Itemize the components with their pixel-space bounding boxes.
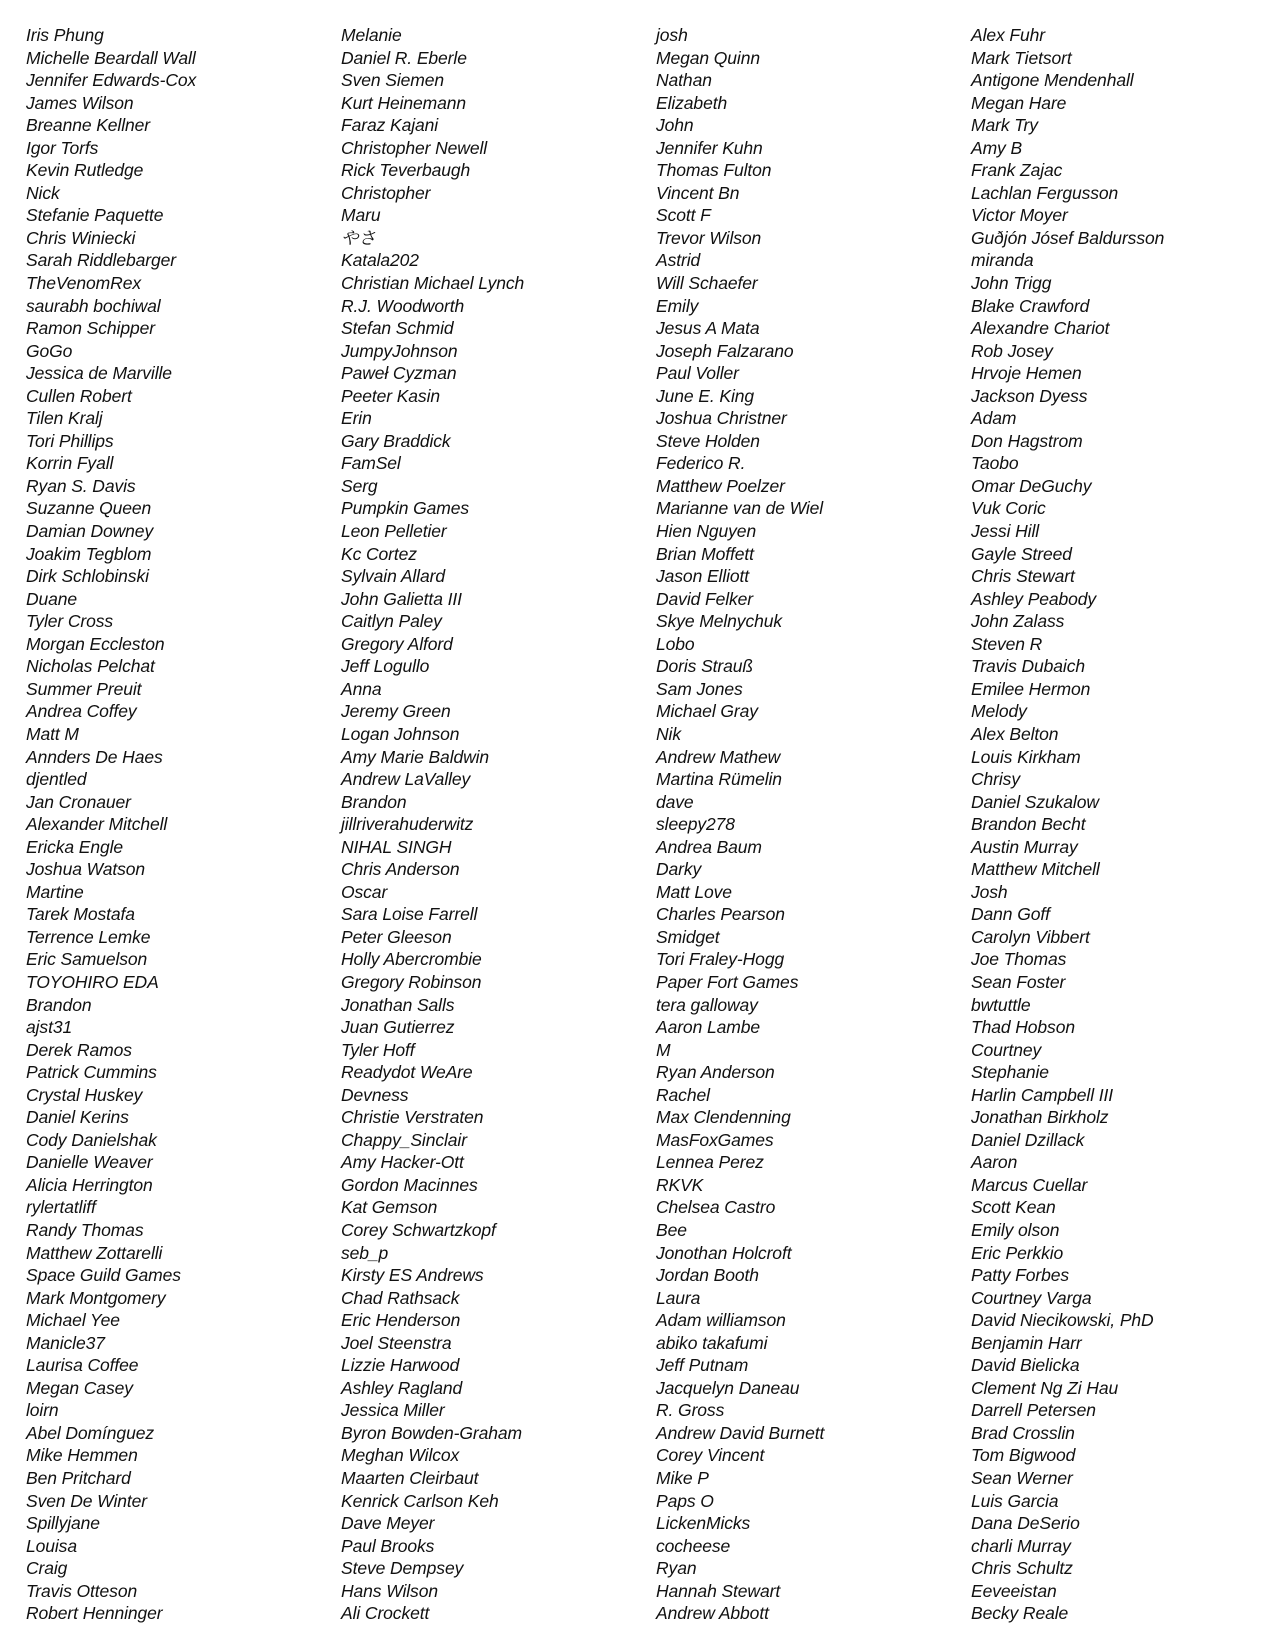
supporter-name: Thomas Fulton bbox=[656, 160, 772, 181]
supporter-name: Annders De Haes bbox=[26, 746, 163, 767]
supporter-name: Dana DeSerio bbox=[971, 1513, 1080, 1534]
supporter-name: Bee bbox=[656, 1219, 687, 1240]
supporter-name: Eric Henderson bbox=[341, 1310, 461, 1331]
supporter-name: Emilee Hermon bbox=[971, 678, 1091, 699]
supporter-name: JumpyJohnson bbox=[341, 340, 458, 361]
supporter-name: Korrin Fyall bbox=[26, 453, 114, 474]
supporter-name: Ramon Schipper bbox=[26, 318, 155, 339]
supporter-name: bwtuttle bbox=[971, 994, 1031, 1015]
supporter-name: Paps O bbox=[656, 1490, 714, 1511]
supporter-name: Joakim Tegblom bbox=[26, 543, 152, 564]
supporter-name: Damian Downey bbox=[26, 521, 154, 542]
supporter-name: loirn bbox=[26, 1400, 59, 1421]
supporter-name: Michelle Beardall Wall bbox=[26, 47, 196, 68]
supporter-name: Megan Quinn bbox=[656, 47, 760, 68]
supporter-name: Melanie bbox=[341, 25, 402, 45]
supporter-name: Christie Verstraten bbox=[341, 1107, 484, 1128]
supporter-name: Rick Teverbaugh bbox=[341, 160, 471, 181]
supporter-name: Jan Cronauer bbox=[26, 791, 131, 812]
supporter-name: Josh bbox=[971, 881, 1008, 902]
supporter-name: Scott Kean bbox=[971, 1197, 1056, 1218]
supporter-name: Harlin Campbell III bbox=[971, 1084, 1114, 1105]
supporter-name: Kevin Rutledge bbox=[26, 160, 144, 181]
supporter-name: Benjamin Harr bbox=[971, 1332, 1082, 1353]
supporter-name: Federico R. bbox=[656, 453, 746, 474]
supporter-name: Tom Bigwood bbox=[971, 1445, 1076, 1466]
name-column-2 bbox=[341, 24, 641, 1625]
supporter-name: Spillyjane bbox=[26, 1513, 100, 1534]
supporter-name: Michael Gray bbox=[656, 701, 758, 722]
supporter-name: Lizzie Harwood bbox=[341, 1355, 460, 1376]
supporter-name: Tarek Mostafa bbox=[26, 904, 135, 925]
supporter-name: James Wilson bbox=[26, 92, 134, 113]
supporter-name: Emily olson bbox=[971, 1219, 1060, 1240]
supporter-name: Steven R bbox=[971, 633, 1043, 654]
supporter-name: Dirk Schlobinski bbox=[26, 566, 149, 587]
supporter-name: Chris Stewart bbox=[971, 566, 1075, 587]
supporter-name: NIHAL SINGH bbox=[341, 836, 452, 857]
supporter-name: Cody Danielshak bbox=[26, 1129, 157, 1150]
supporter-name: Vincent Bn bbox=[656, 182, 740, 203]
supporter-name: Laurisa Coffee bbox=[26, 1355, 139, 1376]
supporter-name: David Bielicka bbox=[971, 1355, 1080, 1376]
supporter-name: Omar DeGuchy bbox=[971, 475, 1092, 496]
supporter-name: Clement Ng Zi Hau bbox=[971, 1377, 1119, 1398]
supporter-name: Paper Fort Games bbox=[656, 971, 799, 992]
supporter-name: John Trigg bbox=[971, 273, 1052, 294]
supporter-name: やさ bbox=[341, 227, 376, 248]
supporter-name: Megan Hare bbox=[971, 92, 1067, 113]
supporter-name: dave bbox=[656, 791, 694, 812]
supporter-name: Oscar bbox=[341, 881, 388, 902]
supporter-name: Paul Voller bbox=[656, 363, 739, 384]
supporter-name: Erin bbox=[341, 408, 372, 429]
supporter-name: M bbox=[656, 1039, 671, 1060]
supporter-name: Alicia Herrington bbox=[26, 1174, 153, 1195]
supporter-name: Jonathan Salls bbox=[341, 994, 455, 1015]
supporter-name: Logan Johnson bbox=[341, 723, 460, 744]
supporter-name: Brandon bbox=[341, 791, 407, 812]
supporter-name: Eric Samuelson bbox=[26, 949, 148, 970]
supporter-name: Alexander Mitchell bbox=[26, 814, 168, 835]
supporter-name: Megan Casey bbox=[26, 1377, 133, 1398]
supporter-name: Jessica de Marville bbox=[26, 363, 172, 384]
supporter-name: Brian Moffett bbox=[656, 543, 754, 564]
supporter-name: Brandon bbox=[26, 994, 92, 1015]
supporter-name: Louisa bbox=[26, 1535, 77, 1556]
supporter-name: Courtney Varga bbox=[971, 1287, 1092, 1308]
supporter-name: Corey Vincent bbox=[656, 1445, 765, 1466]
supporter-name: Jordan Booth bbox=[656, 1265, 759, 1286]
supporter-name: djentled bbox=[26, 769, 87, 790]
supporter-name: cocheese bbox=[656, 1535, 731, 1556]
supporter-name: Mike Hemmen bbox=[26, 1445, 138, 1466]
supporter-name: Joe Thomas bbox=[971, 949, 1067, 970]
supporter-name: Iris Phung bbox=[26, 25, 104, 45]
supporter-name: Melody bbox=[971, 701, 1027, 722]
supporter-name: Sam Jones bbox=[656, 678, 743, 699]
supporter-name: Katala202 bbox=[341, 250, 419, 271]
supporter-name: charli Murray bbox=[971, 1535, 1071, 1556]
supporter-name: Brandon Becht bbox=[971, 814, 1086, 835]
name-column-3 bbox=[656, 24, 956, 1625]
supporter-name: jillriverahuderwitz bbox=[341, 814, 474, 835]
supporter-name: Matthew Poelzer bbox=[656, 475, 785, 496]
supporter-name: Andrew LaValley bbox=[341, 769, 471, 790]
supporter-name: Patty Forbes bbox=[971, 1265, 1070, 1286]
supporter-name: Elizabeth bbox=[656, 92, 728, 113]
supporter-name: Andrea Coffey bbox=[26, 701, 137, 722]
supporter-name: Jennifer Kuhn bbox=[656, 137, 763, 158]
supporter-name: John Zalass bbox=[971, 611, 1065, 632]
supporter-name: Kc Cortez bbox=[341, 543, 417, 564]
supporter-name: Daniel R. Eberle bbox=[341, 47, 467, 68]
supporter-name: David Felker bbox=[656, 588, 754, 609]
supporter-name: Rob Josey bbox=[971, 340, 1053, 361]
supporter-name: Chris Schultz bbox=[971, 1558, 1073, 1579]
supporter-name: Ashley Ragland bbox=[341, 1377, 463, 1398]
supporter-name: Corey Schwartzkopf bbox=[341, 1219, 496, 1240]
supporter-name: Becky Reale bbox=[971, 1603, 1069, 1624]
supporter-name: seb_p bbox=[341, 1242, 389, 1263]
supporter-name: Gregory Alford bbox=[341, 633, 453, 654]
supporter-name: Nathan bbox=[656, 70, 712, 91]
supporter-name: Christian Michael Lynch bbox=[341, 273, 525, 294]
supporter-name: Doris Strauß bbox=[656, 656, 754, 677]
supporter-name: Tyler Hoff bbox=[341, 1039, 415, 1060]
supporter-name: Matthew Zottarelli bbox=[26, 1242, 163, 1263]
supporter-name: Dann Goff bbox=[971, 904, 1050, 925]
supporter-name: Lobo bbox=[656, 633, 695, 654]
supporter-name: Joseph Falzarano bbox=[656, 340, 794, 361]
supporter-name: Tori Fraley-Hogg bbox=[656, 949, 785, 970]
supporter-name: Chad Rathsack bbox=[341, 1287, 460, 1308]
supporter-name: Jeff Logullo bbox=[341, 656, 430, 677]
supporter-name: Victor Moyer bbox=[971, 205, 1068, 226]
supporter-name: Astrid bbox=[656, 250, 701, 271]
supporter-name: Chrisy bbox=[971, 769, 1020, 790]
supporter-name: Daniel Szukalow bbox=[971, 791, 1099, 812]
supporter-name: John Galietta III bbox=[341, 588, 462, 609]
supporter-name: Matthew Mitchell bbox=[971, 859, 1100, 880]
supporter-name: Brad Crosslin bbox=[971, 1422, 1075, 1443]
supporter-name: Marcus Cuellar bbox=[971, 1174, 1088, 1195]
supporter-name: Tori Phillips bbox=[26, 430, 114, 451]
supporter-name: Jennifer Edwards-Cox bbox=[26, 70, 197, 91]
supporter-name: Breanne Kellner bbox=[26, 115, 150, 136]
supporter-name: Stefan Schmid bbox=[341, 318, 454, 339]
supporter-name: Sven De Winter bbox=[26, 1490, 147, 1511]
supporter-name: Frank Zajac bbox=[971, 160, 1063, 181]
supporter-name: Sven Siemen bbox=[341, 70, 444, 91]
supporter-name: saurabh bochiwal bbox=[26, 295, 161, 316]
supporter-name: Byron Bowden-Graham bbox=[341, 1422, 522, 1443]
supporter-name: Antigone Mendenhall bbox=[971, 70, 1134, 91]
supporter-name: Meghan Wilcox bbox=[341, 1445, 460, 1466]
supporter-name: John bbox=[656, 115, 694, 136]
supporter-name: Skye Melnychuk bbox=[656, 611, 783, 632]
supporter-name: Jackson Dyess bbox=[971, 385, 1088, 406]
supporter-name: Nick bbox=[26, 182, 60, 203]
supporter-name: Scott F bbox=[656, 205, 711, 226]
supporter-name: Emily bbox=[656, 295, 699, 316]
supporter-name: Eric Perkkio bbox=[971, 1242, 1064, 1263]
supporter-name: Amy B bbox=[971, 137, 1023, 158]
supporter-name: Robert Henninger bbox=[26, 1603, 163, 1624]
supporter-name: Danielle Weaver bbox=[26, 1152, 153, 1173]
supporter-name: tera galloway bbox=[656, 994, 758, 1015]
supporter-name: Rachel bbox=[656, 1084, 710, 1105]
supporter-name: Marianne van de Wiel bbox=[656, 498, 824, 519]
supporter-name: Chelsea Castro bbox=[656, 1197, 776, 1218]
supporter-name: Serg bbox=[341, 475, 378, 496]
supporter-name: Austin Murray bbox=[971, 836, 1078, 857]
supporter-name: Kat Gemson bbox=[341, 1197, 438, 1218]
name-column-4 bbox=[971, 24, 1271, 1625]
supporter-name: josh bbox=[656, 25, 688, 45]
supporter-name: Andrea Baum bbox=[656, 836, 762, 857]
supporter-name: Amy Marie Baldwin bbox=[341, 746, 490, 767]
supporter-name: Duane bbox=[26, 588, 78, 609]
supporter-name: Derek Ramos bbox=[26, 1039, 132, 1060]
supporter-name: Will Schaefer bbox=[656, 273, 758, 294]
supporter-name: Gayle Streed bbox=[971, 543, 1072, 564]
supporter-name: Daniel Kerins bbox=[26, 1107, 129, 1128]
supporter-name: Jonothan Holcroft bbox=[656, 1242, 792, 1263]
supporter-name: Blake Crawford bbox=[971, 295, 1090, 316]
supporter-name: MasFoxGames bbox=[656, 1129, 774, 1150]
supporter-name: Travis Otteson bbox=[26, 1580, 138, 1601]
supporter-name: Juan Gutierrez bbox=[341, 1017, 455, 1038]
supporter-name: Cullen Robert bbox=[26, 385, 132, 406]
name-column-1 bbox=[26, 24, 326, 1625]
supporter-name: Michael Yee bbox=[26, 1310, 120, 1331]
supporter-name: Aaron Lambe bbox=[656, 1017, 760, 1038]
supporter-name: Ryan Anderson bbox=[656, 1062, 775, 1083]
supporter-name: Joshua Christner bbox=[656, 408, 787, 429]
supporter-name: Mark Try bbox=[971, 115, 1038, 136]
supporter-name: Ali Crockett bbox=[341, 1603, 430, 1624]
supporter-name: Gary Braddick bbox=[341, 430, 451, 451]
supporter-name: Lennea Perez bbox=[656, 1152, 764, 1173]
supporter-name: Jessica Miller bbox=[341, 1400, 445, 1421]
supporter-name: Paul Brooks bbox=[341, 1535, 435, 1556]
supporter-name: Space Guild Games bbox=[26, 1265, 181, 1286]
supporter-name: R.J. Woodworth bbox=[341, 295, 465, 316]
supporter-name: Morgan Eccleston bbox=[26, 633, 165, 654]
supporter-name: Ericka Engle bbox=[26, 836, 124, 857]
supporter-name: Igor Torfs bbox=[26, 137, 99, 158]
supporter-name: Eeveeistan bbox=[971, 1580, 1057, 1601]
supporter-name: Peter Gleeson bbox=[341, 926, 452, 947]
supporter-name: Joshua Watson bbox=[26, 859, 146, 880]
supporter-name: Kurt Heinemann bbox=[341, 92, 467, 113]
supporter-name: Trevor Wilson bbox=[656, 227, 762, 248]
supporter-name: Thad Hobson bbox=[971, 1017, 1075, 1038]
supporter-name: Lachlan Fergusson bbox=[971, 182, 1119, 203]
supporter-name: Craig bbox=[26, 1558, 68, 1579]
supporter-name: LickenMicks bbox=[656, 1513, 751, 1534]
supporter-name: Matt Love bbox=[656, 881, 732, 902]
supporter-name: Crystal Huskey bbox=[26, 1084, 143, 1105]
supporter-name: Steve Dempsey bbox=[341, 1558, 464, 1579]
supporter-name: Patrick Cummins bbox=[26, 1062, 157, 1083]
supporter-name: Readydot WeAre bbox=[341, 1062, 473, 1083]
supporter-name: Adam williamson bbox=[656, 1310, 786, 1331]
supporter-name: Alexandre Chariot bbox=[971, 318, 1110, 339]
supporter-name: Alex Fuhr bbox=[971, 25, 1045, 45]
supporter-name: Sarah Riddlebarger bbox=[26, 250, 176, 271]
supporter-name: Randy Thomas bbox=[26, 1219, 144, 1240]
supporter-name: Chris Anderson bbox=[341, 859, 460, 880]
supporter-name: Charles Pearson bbox=[656, 904, 785, 925]
supporter-name: Andrew Abbott bbox=[656, 1603, 769, 1624]
supporter-name: Stefanie Paquette bbox=[26, 205, 164, 226]
supporter-name: Chris Winiecki bbox=[26, 227, 136, 248]
supporter-name: TOYOHIRO EDA bbox=[26, 971, 159, 992]
supporter-name: Nik bbox=[656, 723, 681, 744]
supporter-name: Carolyn Vibbert bbox=[971, 926, 1090, 947]
supporter-name: Gregory Robinson bbox=[341, 971, 482, 992]
supporter-name: Abel Domínguez bbox=[26, 1422, 154, 1443]
supporter-name: Smidget bbox=[656, 926, 720, 947]
supporter-name: Louis Kirkham bbox=[971, 746, 1081, 767]
supporter-name: Vuk Coric bbox=[971, 498, 1046, 519]
supporter-name: Steve Holden bbox=[656, 430, 760, 451]
supporter-name: Jeremy Green bbox=[341, 701, 451, 722]
supporter-name: Caitlyn Paley bbox=[341, 611, 442, 632]
supporter-name: sleepy278 bbox=[656, 814, 735, 835]
supporter-name: Jacquelyn Daneau bbox=[656, 1377, 800, 1398]
supporter-name: Luis Garcia bbox=[971, 1490, 1059, 1511]
supporter-name: Maru bbox=[341, 205, 381, 226]
supporter-name: Martine bbox=[26, 881, 84, 902]
supporter-name: Jonathan Birkholz bbox=[971, 1107, 1109, 1128]
supporter-name: abiko takafumi bbox=[656, 1332, 768, 1353]
supporter-name: Laura bbox=[656, 1287, 701, 1308]
supporter-name: Andrew David Burnett bbox=[656, 1422, 825, 1443]
supporter-name: Max Clendenning bbox=[656, 1107, 791, 1128]
supporter-name: Hans Wilson bbox=[341, 1580, 438, 1601]
supporter-name: Joel Steenstra bbox=[341, 1332, 452, 1353]
supporter-name: Leon Pelletier bbox=[341, 521, 447, 542]
supporter-name: R. Gross bbox=[656, 1400, 725, 1421]
supporter-name: Courtney bbox=[971, 1039, 1042, 1060]
supporter-name: Holly Abercrombie bbox=[341, 949, 482, 970]
supporter-name: ajst31 bbox=[26, 1017, 73, 1038]
supporter-name: Darky bbox=[656, 859, 702, 880]
supporter-name: Aaron bbox=[971, 1152, 1018, 1173]
supporter-name: Christopher Newell bbox=[341, 137, 488, 158]
supporter-name: Ashley Peabody bbox=[971, 588, 1097, 609]
supporter-name: David Niecikowski, PhD bbox=[971, 1310, 1154, 1331]
supporter-name: Ben Pritchard bbox=[26, 1468, 131, 1488]
supporter-name: Kenrick Carlson Keh bbox=[341, 1490, 499, 1511]
supporter-name: Andrew Mathew bbox=[656, 746, 781, 767]
supporter-name: Taobo bbox=[971, 453, 1019, 474]
supporter-name: Amy Hacker-Ott bbox=[341, 1152, 464, 1173]
supporter-name: Summer Preuit bbox=[26, 678, 142, 699]
supporter-name: Sean Werner bbox=[971, 1468, 1073, 1488]
supporter-name: Darrell Petersen bbox=[971, 1400, 1096, 1421]
supporter-name: Devness bbox=[341, 1084, 409, 1105]
supporter-name: Jessi Hill bbox=[971, 521, 1040, 542]
supporter-name: Jason Elliott bbox=[656, 566, 750, 587]
supporter-name: Daniel Dzillack bbox=[971, 1129, 1085, 1150]
supporter-name: Jesus A Mata bbox=[656, 318, 760, 339]
supporter-name: Mark Tietsort bbox=[971, 47, 1072, 68]
supporter-name: Faraz Kajani bbox=[341, 115, 439, 136]
supporter-name: Christopher bbox=[341, 182, 431, 203]
supporter-name: Martina Rümelin bbox=[656, 769, 782, 790]
supporter-name: Ryan S. Davis bbox=[26, 475, 136, 496]
supporter-name: Anna bbox=[341, 678, 382, 699]
supporter-name: Sara Loise Farrell bbox=[341, 904, 478, 925]
supporter-name: Ryan bbox=[656, 1558, 697, 1579]
supporter-name: Don Hagstrom bbox=[971, 430, 1083, 451]
supporter-name: RKVK bbox=[656, 1174, 704, 1195]
supporter-name: Guðjón Jósef Baldursson bbox=[971, 227, 1165, 248]
supporter-name: Maarten Cleirbaut bbox=[341, 1468, 479, 1488]
supporter-name: Mike P bbox=[656, 1468, 709, 1488]
supporter-name: Sean Foster bbox=[971, 971, 1066, 992]
supporter-name: Dave Meyer bbox=[341, 1513, 435, 1534]
supporter-name: Pumpkin Games bbox=[341, 498, 470, 519]
supporter-name: Sylvain Allard bbox=[341, 566, 445, 587]
supporter-name: Tyler Cross bbox=[26, 611, 114, 632]
supporter-name: Mark Montgomery bbox=[26, 1287, 166, 1308]
supporter-name: Hannah Stewart bbox=[656, 1580, 781, 1601]
supporter-name: Tilen Kralj bbox=[26, 408, 103, 429]
supporter-name: Suzanne Queen bbox=[26, 498, 152, 519]
supporter-name: Adam bbox=[971, 408, 1017, 429]
supporter-name: Chappy_Sinclair bbox=[341, 1129, 467, 1150]
supporter-name: Paweł Cyzman bbox=[341, 363, 457, 384]
supporter-name: TheVenomRex bbox=[26, 273, 141, 294]
supporter-name: Hrvoje Hemen bbox=[971, 363, 1082, 384]
supporter-name: Gordon Macinnes bbox=[341, 1174, 478, 1195]
supporter-name: rylertatliff bbox=[26, 1197, 96, 1218]
supporter-name: Terrence Lemke bbox=[26, 926, 151, 947]
supporter-name: miranda bbox=[971, 250, 1034, 271]
supporter-name: Nicholas Pelchat bbox=[26, 656, 155, 677]
supporter-name: Travis Dubaich bbox=[971, 656, 1086, 677]
supporter-name: Manicle37 bbox=[26, 1332, 105, 1353]
supporter-name: Hien Nguyen bbox=[656, 521, 757, 542]
supporter-name: June E. King bbox=[656, 385, 755, 406]
supporter-name: GoGo bbox=[26, 340, 73, 361]
supporter-name: Peeter Kasin bbox=[341, 385, 440, 406]
supporter-name: Alex Belton bbox=[971, 723, 1059, 744]
supporter-name: Kirsty ES Andrews bbox=[341, 1265, 484, 1286]
supporter-name: Matt M bbox=[26, 723, 79, 744]
supporter-name: FamSel bbox=[341, 453, 401, 474]
supporter-name: Jeff Putnam bbox=[656, 1355, 749, 1376]
supporter-name: Stephanie bbox=[971, 1062, 1049, 1083]
